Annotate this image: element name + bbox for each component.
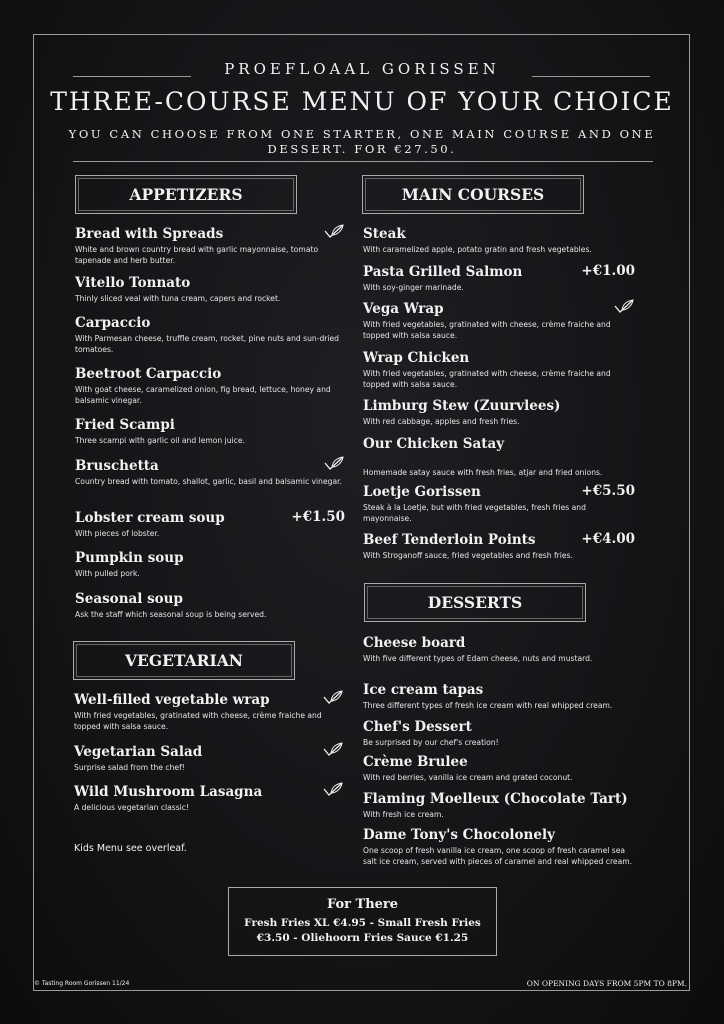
vegetarian-leaf-icon [322,689,344,705]
item-name: Dame Tony's Chocolonely [363,827,555,843]
item-description: With fresh ice cream. [363,810,444,819]
item-description: With five different types of Edam cheese, nuts and mustard. [363,654,593,663]
item-description: Ask the staff which seasonal soup is being served. [75,610,267,619]
vegetarian-leaf-icon [613,298,635,314]
item-name: Vitello Tonnato [75,275,191,291]
item-name: Bread with Spreads [75,226,224,242]
menu-item [363,718,635,748]
menu-item [75,314,345,355]
item-description: Steak à la Loetje, but with fried vegetables, fresh fries and mayonnaise. [363,503,586,523]
item-surcharge: +€1.50 [291,509,345,525]
item-description: With pulled pork. [75,569,140,578]
menu-item [363,483,635,524]
item-name: Seasonal soup [75,591,183,607]
menu-item [75,416,345,446]
menu-item [363,225,635,255]
item-surcharge: +€1.00 [581,263,635,279]
menu-item [75,509,345,539]
section-header-vegetarian: VEGETARIAN [73,641,295,680]
item-description: Be surprised by our chef's creation! [363,738,499,747]
item-surcharge: +€5.50 [581,483,635,499]
item-description: With red cabbage, apples and fresh fries. [363,417,520,426]
menu-item [75,365,345,406]
menu-item [363,634,635,664]
item-description: Homemade satay sauce with fresh fries, atjar and fried onions. [363,468,603,477]
fries-title: For There [326,897,399,912]
item-name: Beef Tenderloin Points [363,532,536,548]
item-name: Carpaccio [75,315,151,331]
item-name: Ice cream tapas [363,682,484,698]
item-name: Flaming Moelleux (Chocolate Tart) [363,791,628,807]
item-description: Thinly sliced veal with tuna cream, capers and rocket. [75,294,281,303]
item-description: With fried vegetables, gratinated with cheese, crème fraiche and topped with salsa sauce. [363,369,611,389]
item-description: White and brown country bread with garlic mayonnaise, tomato tapenade and herb butter. [75,245,319,265]
item-surcharge: +€4.00 [581,531,635,547]
section-header-desserts: DESSERTS [364,583,586,622]
item-name: Vegetarian Salad [74,744,203,760]
item-name: Wrap Chicken [363,350,470,366]
menu-item [75,549,345,579]
menu-item [75,274,345,304]
menu-item [74,743,344,773]
section-header-main-courses: MAIN COURSES [362,175,584,214]
menu-item [75,590,345,620]
menu-item [363,681,635,711]
item-name: Crème Brulee [363,754,468,770]
restaurant-name: PROEFLOAAL GORISSEN [224,60,500,78]
fries-prices: Fresh Fries XL €4.95 - Small Fresh Fries €3.50 - Oliehoorn Fries Sauce €1.25 [244,917,481,944]
item-description: Country bread with tomato, shallot, garlic, basil and balsamic vinegar. [75,477,342,486]
item-description: With caramelized apple, potato gratin and fresh vegetables. [363,245,592,254]
menu-item [363,397,635,427]
item-name: Loetje Gorissen [363,484,481,500]
copyright: © Tasting Room Gorissen 11/24 [34,980,130,987]
vegetarian-leaf-icon [322,781,344,797]
item-name: Cheese board [363,635,466,651]
menu-subtitle: YOU CAN CHOOSE FROM ONE STARTER, ONE MAIN COURSE AND ONE DESSERT. FOR €27.50. [68,127,656,156]
item-description: Three different types of fresh ice cream with real whipped cream. [363,701,613,710]
item-name: Chef's Dessert [363,719,472,735]
divider [73,161,653,162]
item-description: A delicious vegetarian classic! [74,803,190,812]
item-description: With Stroganoff sauce, fried vegetables and fresh fries. [363,551,573,560]
item-name: Pumpkin soup [75,550,184,566]
item-description: With red berries, vanilla ice cream and grated coconut. [363,773,573,782]
menu-item [74,691,344,732]
item-name: Beetroot Carpaccio [75,366,222,382]
menu-item [363,263,635,293]
item-name: Fried Scampi [75,417,175,433]
menu-item [363,531,635,561]
item-description: With pieces of lobster. [75,529,160,538]
item-name: Wild Mushroom Lasagna [74,784,263,800]
vegetarian-leaf-icon [323,223,345,239]
item-description: With soy-ginger marinade. [363,283,464,292]
item-name: Limburg Stew (Zuurvlees) [363,398,561,414]
item-description: Three scampi with garlic oil and lemon juice. [75,436,245,445]
menu-item [363,349,635,390]
opening-hours: ON OPENING DAYS FROM 5PM TO 8PM. [526,979,687,988]
fries-box [228,887,497,956]
item-description: With Parmesan cheese, truffle cream, rocket, pine nuts and sun-dried tomatoes. [75,334,339,354]
item-name: Well-filled vegetable wrap [74,692,270,708]
menu-item [74,783,344,813]
menu-item [363,300,635,341]
section-header-appetizers: APPETIZERS [75,175,297,214]
vegetarian-leaf-icon [323,455,345,471]
item-name: Steak [363,226,406,242]
item-name: Bruschetta [75,458,159,474]
item-name: Pasta Grilled Salmon [363,264,523,280]
kids-menu-note: Kids Menu see overleaf. [74,843,187,854]
item-name: Our Chicken Satay [363,436,505,452]
menu-item [363,753,635,783]
vegetarian-leaf-icon [322,741,344,757]
menu-item [363,435,635,478]
page-title: THREE-COURSE MENU OF YOUR CHOICE [50,87,674,116]
menu-item [75,225,345,266]
item-description: One scoop of fresh vanilla ice cream, one scoop of fresh caramel sea salt ice cream, served with pieces of caramel and real whipped cream. [363,846,633,866]
item-name: Lobster cream soup [75,510,225,526]
item-description: With fried vegetables, gratinated with cheese, crème fraiche and topped with salsa sauce. [74,711,322,731]
item-description: Surprise salad from the chef! [74,763,185,772]
menu-item [363,790,635,820]
item-description: With fried vegetables, gratinated with cheese, crème fraiche and topped with salsa sauce. [363,320,611,340]
menu-item [75,457,345,487]
item-name: Vega Wrap [363,301,444,317]
item-description: With goat cheese, caramelized onion, fig bread, lettuce, honey and balsamic vinegar. [75,385,331,405]
menu-item [363,826,635,867]
